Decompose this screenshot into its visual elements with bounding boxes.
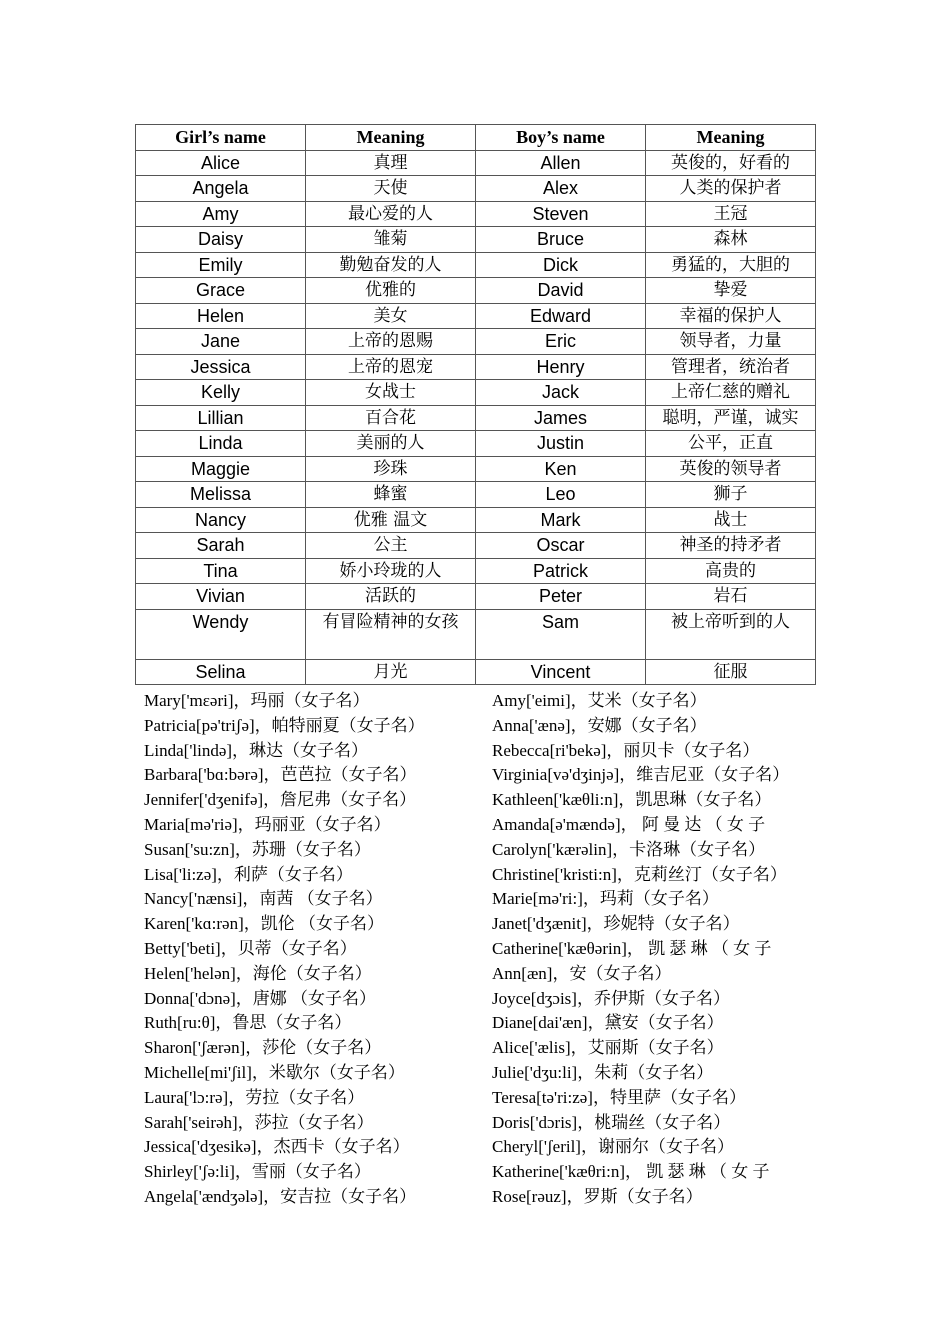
table-row: [136, 201, 816, 227]
boy-name-cell: Ken: [476, 456, 646, 482]
girl-name-cell: Grace: [136, 278, 306, 304]
girl-name-cell: Maggie: [136, 456, 306, 482]
boy-name-cell: Jack: [476, 380, 646, 406]
list-item: Patricia[pə'triʃə]，帕特丽夏（女子名）: [144, 715, 425, 735]
boy-name-cell: Patrick: [476, 558, 646, 584]
boy-name-cell: Mark: [476, 507, 646, 533]
list-item: Marie[mə'ri:]，玛莉（女子名）: [492, 889, 719, 909]
list-item: Donna['dɔnə]，唐娜 （女子名）: [144, 988, 377, 1008]
girl-name-cell: Wendy: [136, 609, 306, 659]
list-item: Rebecca[ri'bekə]，丽贝卡（女子名）: [492, 740, 760, 760]
list-item: Christine['kristi:n]，克莉丝汀（女子名）: [492, 864, 787, 884]
list-item: Joyce[dʒɔis]，乔伊斯（女子名）: [492, 988, 730, 1008]
table-row: [136, 303, 816, 329]
header-meaning: Meaning: [306, 125, 476, 151]
boy-name-cell: Justin: [476, 431, 646, 457]
boy-name-cell: Edward: [476, 303, 646, 329]
list-item: Sarah['seirəh]，莎拉（女子名）: [144, 1112, 374, 1132]
list-item: Catherine['kæθərin]， 凯 瑟 琳 （ 女 子: [492, 938, 772, 958]
girl-meaning-cell: 勤勉奋发的人: [306, 252, 476, 278]
boy-meaning-cell: 公平，正直: [646, 431, 816, 457]
boy-meaning-cell: 战士: [646, 507, 816, 533]
boy-name-cell: Eric: [476, 329, 646, 355]
list-item: Karen['kɑ:rən]，凯伦 （女子名）: [144, 914, 384, 934]
boy-name-cell: Leo: [476, 482, 646, 508]
girl-name-cell: Nancy: [136, 507, 306, 533]
girl-meaning-cell: 优雅的: [306, 278, 476, 304]
girl-meaning-cell: 优雅 温文: [306, 507, 476, 533]
list-item: Cheryl['ʃeril]，谢丽尔（女子名）: [492, 1137, 734, 1157]
list-item: Doris['dɔris]，桃瑞丝（女子名）: [492, 1112, 731, 1132]
list-item: Diane[dai'æn]，黛安（女子名）: [492, 1013, 724, 1033]
names-table: [135, 124, 816, 685]
boy-name-cell: Henry: [476, 354, 646, 380]
list-item: Nancy['nænsi]，南茜 （女子名）: [144, 889, 383, 909]
girl-meaning-cell: 珍珠: [306, 456, 476, 482]
table-row: [136, 252, 816, 278]
girl-name-cell: Linda: [136, 431, 306, 457]
list-item: Lisa['li:zə]，利萨（女子名）: [144, 864, 353, 884]
boy-meaning-cell: 挚爱: [646, 278, 816, 304]
list-item: Rose[rəuz]，罗斯（女子名）: [492, 1186, 703, 1206]
table-row: [136, 278, 816, 304]
list-item: Amy['eimi]，艾米（女子名）: [492, 691, 707, 710]
list-item: Alice['ælis]，艾丽斯（女子名）: [492, 1038, 724, 1058]
list-item: Betty['beti]，贝蒂（女子名）: [144, 938, 357, 958]
boy-meaning-cell: 幸福的保护人: [646, 303, 816, 329]
girl-meaning-cell: 活跃的: [306, 584, 476, 610]
girl-name-cell: Sarah: [136, 533, 306, 559]
girl-meaning-cell: 百合花: [306, 405, 476, 431]
list-item: Virginia[və'dʒinjə]，维吉尼亚（女子名）: [492, 765, 790, 785]
table-row: [136, 150, 816, 176]
list-item: Laura['lɔ:rə]，劳拉（女子名）: [144, 1087, 365, 1107]
list-item: Ruth[ru:θ]，鲁思（女子名）: [144, 1013, 352, 1033]
list-item: Katherine['kæθri:n]， 凯 瑟 琳 （ 女 子: [492, 1162, 770, 1182]
boy-meaning-cell: 英俊的领导者: [646, 456, 816, 482]
table-row: [136, 456, 816, 482]
table-row: [136, 558, 816, 584]
table-row: [136, 405, 816, 431]
list-item: Susan['su:zn]，苏珊（女子名）: [144, 839, 371, 859]
list-item: Teresa[tə'ri:zə]，特里萨（女子名）: [492, 1087, 746, 1107]
girl-meaning-cell: 上帝的恩赐: [306, 329, 476, 355]
boy-meaning-cell: 管理者，统治者: [646, 354, 816, 380]
girl-meaning-cell: 上帝的恩宠: [306, 354, 476, 380]
list-item: Ann[æn]，安（女子名）: [492, 963, 672, 983]
boy-name-cell: Allen: [476, 150, 646, 176]
boy-meaning-cell: 征服: [646, 659, 816, 685]
girl-name-cell: Angela: [136, 176, 306, 202]
boy-name-cell: Peter: [476, 584, 646, 610]
list-item: Linda['lində]，琳达（女子名）: [144, 740, 369, 760]
table-row: [136, 507, 816, 533]
boy-name-cell: Oscar: [476, 533, 646, 559]
table-row: [136, 482, 816, 508]
list-item: Jennifer['dʒenifə]，詹尼弗（女子名）: [144, 790, 417, 810]
list-item: Jessica['dʒesikə]，杰西卡（女子名）: [144, 1137, 410, 1157]
list-item: Mary['mεəri]，玛丽（女子名）: [144, 691, 370, 710]
girl-meaning-cell: 娇小玲珑的人: [306, 558, 476, 584]
boy-name-cell: Alex: [476, 176, 646, 202]
girl-meaning-cell: 有冒险精神的女孩: [306, 609, 476, 659]
boy-name-cell: Sam: [476, 609, 646, 659]
table-row: [136, 354, 816, 380]
girl-meaning-cell: 最心爱的人: [306, 201, 476, 227]
girl-name-cell: Daisy: [136, 227, 306, 253]
boy-meaning-cell: 神圣的持矛者: [646, 533, 816, 559]
girl-meaning-cell: 蜂蜜: [306, 482, 476, 508]
table-row: [136, 659, 816, 685]
boy-meaning-cell: 勇猛的，大胆的: [646, 252, 816, 278]
right-name-list: [492, 689, 822, 1210]
girl-meaning-cell: 雏菊: [306, 227, 476, 253]
table-row: [136, 431, 816, 457]
list-item: Maria[mə'riə]，玛丽亚（女子名）: [144, 814, 391, 834]
girl-name-cell: Lillian: [136, 405, 306, 431]
boy-name-cell: Steven: [476, 201, 646, 227]
girl-name-cell: Amy: [136, 201, 306, 227]
header-meaning: Meaning: [646, 125, 816, 151]
girl-name-cell: Jessica: [136, 354, 306, 380]
boy-meaning-cell: 王冠: [646, 201, 816, 227]
list-item: Barbara['bɑ:bərə]，芭芭拉（女子名）: [144, 765, 417, 785]
table-row: [136, 609, 816, 659]
table-row: [136, 227, 816, 253]
boy-meaning-cell: 狮子: [646, 482, 816, 508]
boy-name-cell: David: [476, 278, 646, 304]
girl-name-cell: Tina: [136, 558, 306, 584]
girl-name-cell: Selina: [136, 659, 306, 685]
list-item: Amanda[ə'mændə]， 阿 曼 达 （ 女 子: [492, 814, 766, 834]
girl-meaning-cell: 天使: [306, 176, 476, 202]
boy-name-cell: Bruce: [476, 227, 646, 253]
table-row: [136, 329, 816, 355]
boy-name-cell: Vincent: [476, 659, 646, 685]
names-table-body: [136, 150, 816, 685]
girl-name-cell: Helen: [136, 303, 306, 329]
girl-name-cell: Kelly: [136, 380, 306, 406]
boy-meaning-cell: 聪明，严谨，诚实: [646, 405, 816, 431]
list-item: Anna['ænə]，安娜（女子名）: [492, 715, 707, 735]
list-item: Kathleen['kæθli:n]，凯思琳（女子名）: [492, 790, 772, 810]
table-row: [136, 380, 816, 406]
girl-meaning-cell: 美丽的人: [306, 431, 476, 457]
girl-name-cell: Melissa: [136, 482, 306, 508]
boy-meaning-cell: 岩石: [646, 584, 816, 610]
boy-meaning-cell: 被上帝听到的人: [646, 609, 816, 659]
list-item: Helen['helən]，海伦（女子名）: [144, 963, 372, 983]
header-boys-name: Boy’s name: [476, 125, 646, 151]
table-header-row: [136, 125, 816, 151]
boy-meaning-cell: 森林: [646, 227, 816, 253]
table-row: [136, 533, 816, 559]
girl-meaning-cell: 女战士: [306, 380, 476, 406]
list-item: Michelle[mi'ʃil]，米歇尔（女子名）: [144, 1062, 405, 1082]
girl-meaning-cell: 美女: [306, 303, 476, 329]
list-item: Angela['ændʒələ]，安吉拉（女子名）: [144, 1186, 417, 1206]
girl-meaning-cell: 真理: [306, 150, 476, 176]
girl-meaning-cell: 公主: [306, 533, 476, 559]
boy-name-cell: James: [476, 405, 646, 431]
table-row: [136, 584, 816, 610]
table-row: [136, 176, 816, 202]
boy-meaning-cell: 高贵的: [646, 558, 816, 584]
header-girls-name: Girl’s name: [136, 125, 306, 151]
list-item: Shirley['ʃə:li]，雪丽（女子名）: [144, 1162, 371, 1182]
list-item: Janet['dʒænit]，珍妮特（女子名）: [492, 914, 740, 934]
girl-name-cell: Alice: [136, 150, 306, 176]
girl-name-cell: Vivian: [136, 584, 306, 610]
boy-meaning-cell: 领导者，力量: [646, 329, 816, 355]
left-name-list: [144, 689, 474, 1210]
list-item: Sharon['ʃærən]，莎伦（女子名）: [144, 1038, 382, 1058]
boy-meaning-cell: 人类的保护者: [646, 176, 816, 202]
boy-name-cell: Dick: [476, 252, 646, 278]
girl-meaning-cell: 月光: [306, 659, 476, 685]
girl-name-cell: Jane: [136, 329, 306, 355]
list-item: Julie['dʒu:li]，朱莉（女子名）: [492, 1062, 714, 1082]
girl-name-cell: Emily: [136, 252, 306, 278]
boy-meaning-cell: 上帝仁慈的赠礼: [646, 380, 816, 406]
boy-meaning-cell: 英俊的，好看的: [646, 150, 816, 176]
list-item: Carolyn['kærəlin]，卡洛琳（女子名）: [492, 839, 766, 859]
